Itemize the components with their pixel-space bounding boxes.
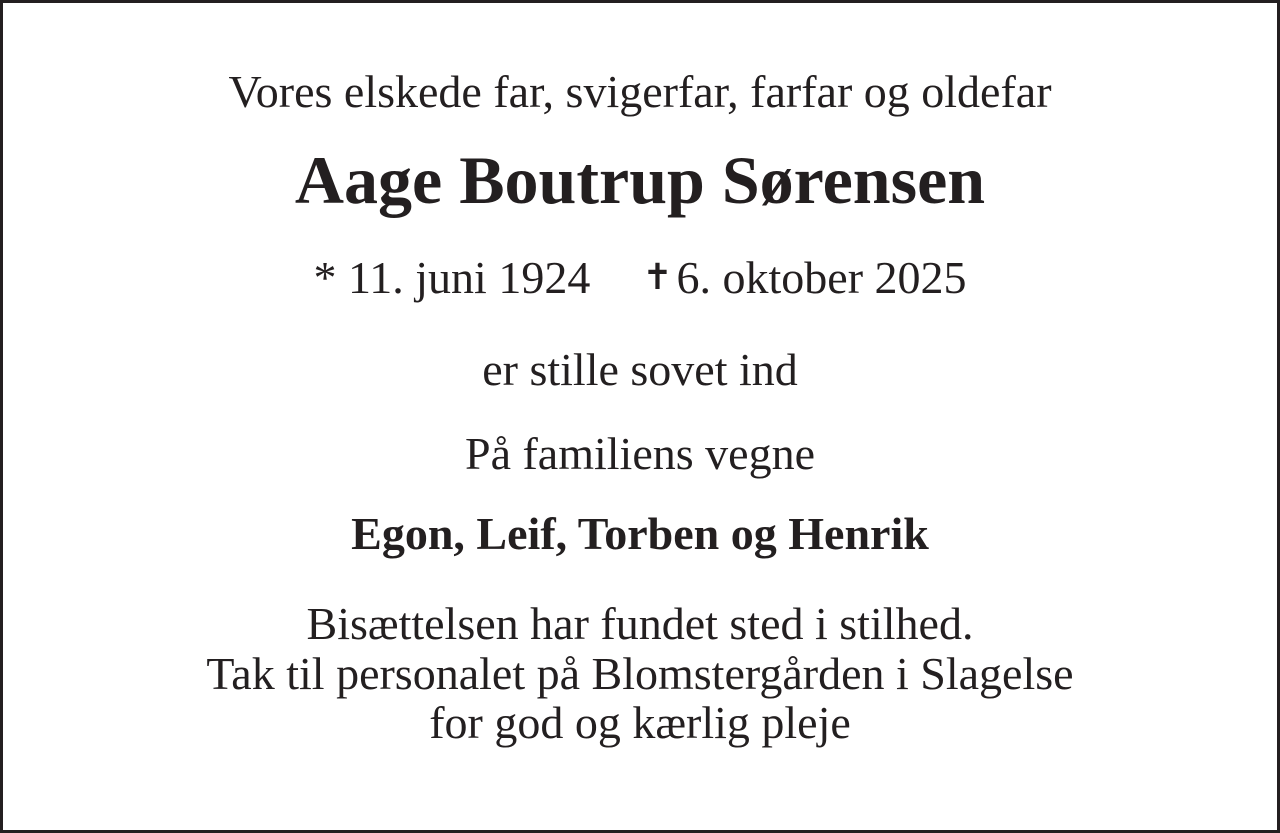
signers-names: Egon, Leif, Torben og Henrik [351, 508, 929, 559]
funeral-line: for god og kærlig pleje [429, 697, 851, 749]
on-behalf-text: På familiens vegne [464, 428, 815, 479]
funeral-message [3, 599, 1277, 748]
deceased-name: Aage Boutrup Sørensen [294, 142, 986, 218]
life-dates [3, 252, 1277, 303]
death-date: 6. oktober 2025 [676, 252, 967, 303]
intro-text: Vores elskede far, svigerfar, farfar og oldefar [228, 66, 1052, 117]
birth-date: * 11. juni 1924 [313, 252, 591, 303]
asleep-text: er stille sovet ind [482, 344, 798, 395]
funeral-line: Bisættelsen har fundet sted i stilhed. [306, 598, 974, 649]
funeral-line: Tak til personalet på Blomstergården i Slagelse [206, 647, 1074, 699]
cross-icon: ✝ [642, 257, 673, 298]
